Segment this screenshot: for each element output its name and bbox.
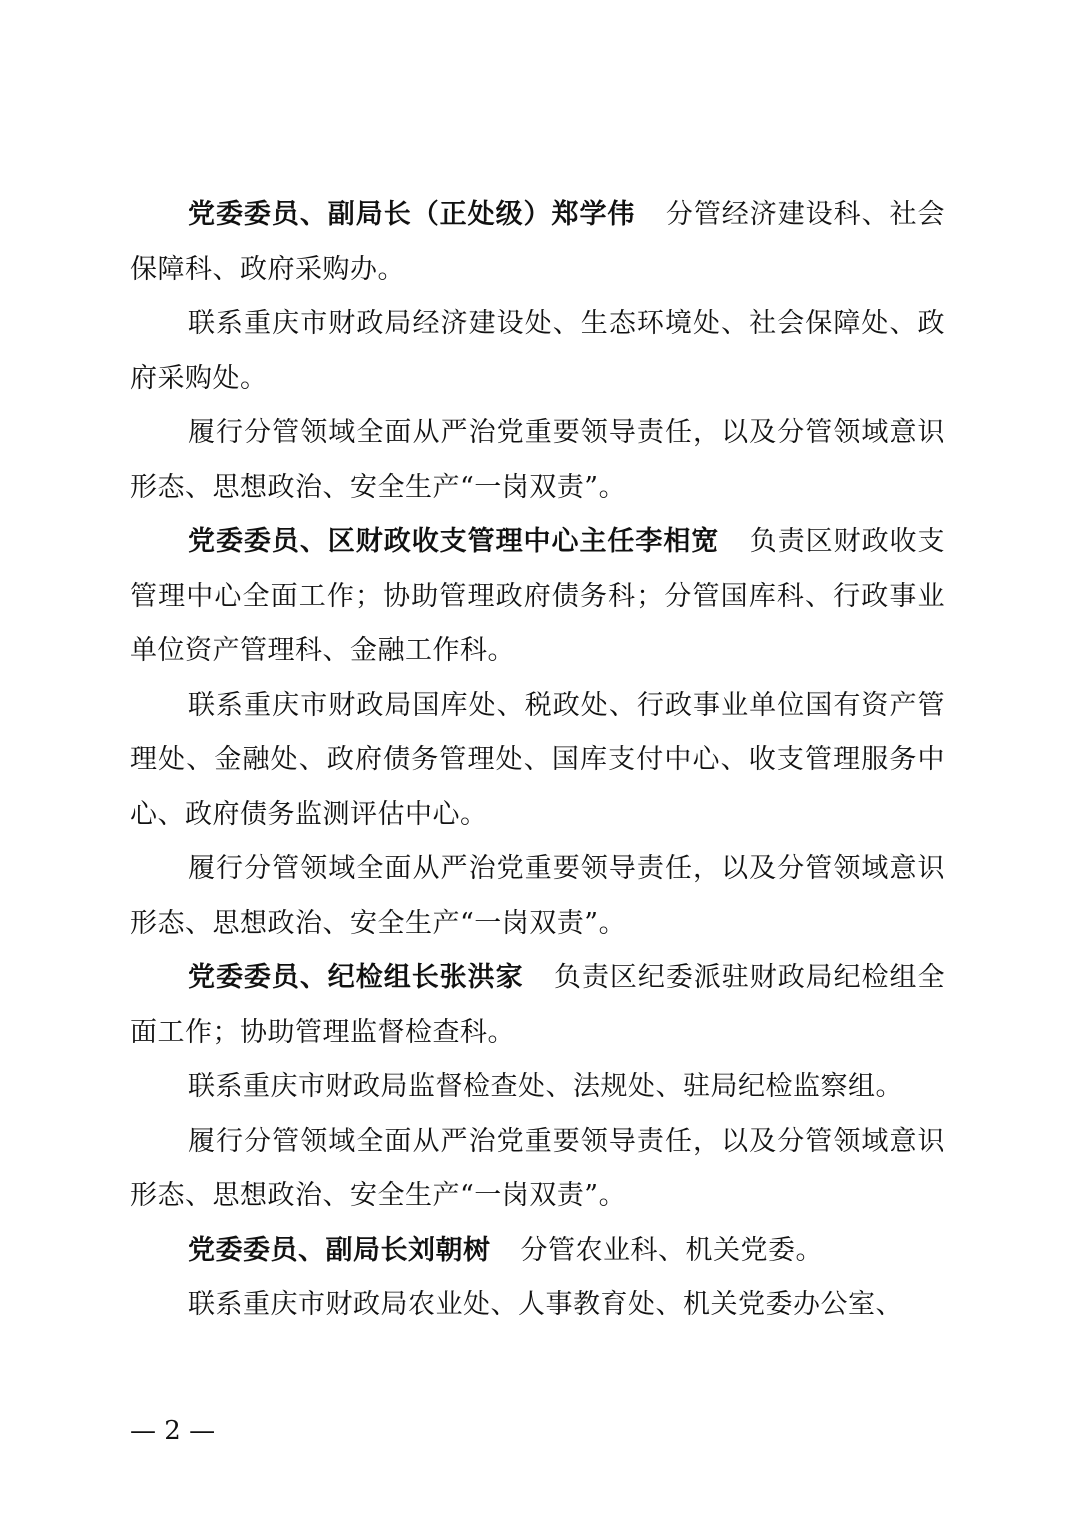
paragraph-text: 分管经济建设科、社会保障科、政府采购办。 bbox=[130, 199, 946, 285]
paragraph-text: 负责区财政收支管理中心全面工作；协助管理政府债务科；分管国库科、行政事业单位资产管理科、金融工作科。 bbox=[130, 526, 946, 666]
paragraph bbox=[130, 951, 945, 1060]
paragraph bbox=[130, 297, 945, 406]
paragraph-lead: 党委委员、区财政收支管理中心主任李相宽 bbox=[188, 526, 720, 557]
paragraph bbox=[130, 515, 945, 679]
paragraph-text: 联系重庆市财政局国库处、税政处、行政事业单位国有资产管理处、金融处、政府债务管理处、国库支付中心、收支管理服务中心、政府债务监测评估中心。 bbox=[130, 689, 945, 830]
paragraph-text: 履行分管领域全面从严治党重要领导责任，以及分管领域意识形态、思想政治、安全生产“一岗双责”。 bbox=[130, 1125, 945, 1211]
paragraph-text: 履行分管领域全面从严治党重要领导责任，以及分管领域意识形态、思想政治、安全生产“一岗双责”。 bbox=[130, 417, 945, 503]
paragraph-lead: 党委委员、副局长（正处级）郑学伟 bbox=[188, 199, 636, 230]
page-number: — 2 — bbox=[130, 1416, 216, 1446]
paragraph-text: 分管农业科、机关党委。 bbox=[520, 1234, 823, 1266]
paragraph bbox=[130, 842, 945, 951]
paragraph-text: 联系重庆市财政局经济建设处、生态环境处、社会保障处、政府采购处。 bbox=[130, 308, 945, 394]
paragraph bbox=[130, 406, 945, 515]
paragraph bbox=[130, 679, 945, 843]
paragraph-lead: 党委委员、纪检组长张洪家 bbox=[188, 962, 524, 993]
paragraph-text: 联系重庆市财政局农业处、人事教育处、机关党委办公室、 bbox=[188, 1289, 903, 1320]
document-body bbox=[130, 188, 945, 1333]
paragraph-text: 负责区纪委派驻财政局纪检组全面工作；协助管理监督检查科。 bbox=[130, 962, 946, 1048]
paragraph bbox=[130, 1115, 945, 1224]
paragraph-lead: 党委委员、副局长刘朝树 bbox=[188, 1234, 491, 1266]
paragraph bbox=[130, 1060, 945, 1115]
paragraph bbox=[130, 188, 945, 297]
paragraph-text: 履行分管领域全面从严治党重要领导责任，以及分管领域意识形态、思想政治、安全生产“一岗双责”。 bbox=[130, 853, 945, 939]
paragraph bbox=[130, 1224, 945, 1279]
paragraph bbox=[130, 1278, 945, 1333]
paragraph-text: 联系重庆市财政局监督检查处、法规处、驻局纪检监察组。 bbox=[188, 1071, 903, 1102]
